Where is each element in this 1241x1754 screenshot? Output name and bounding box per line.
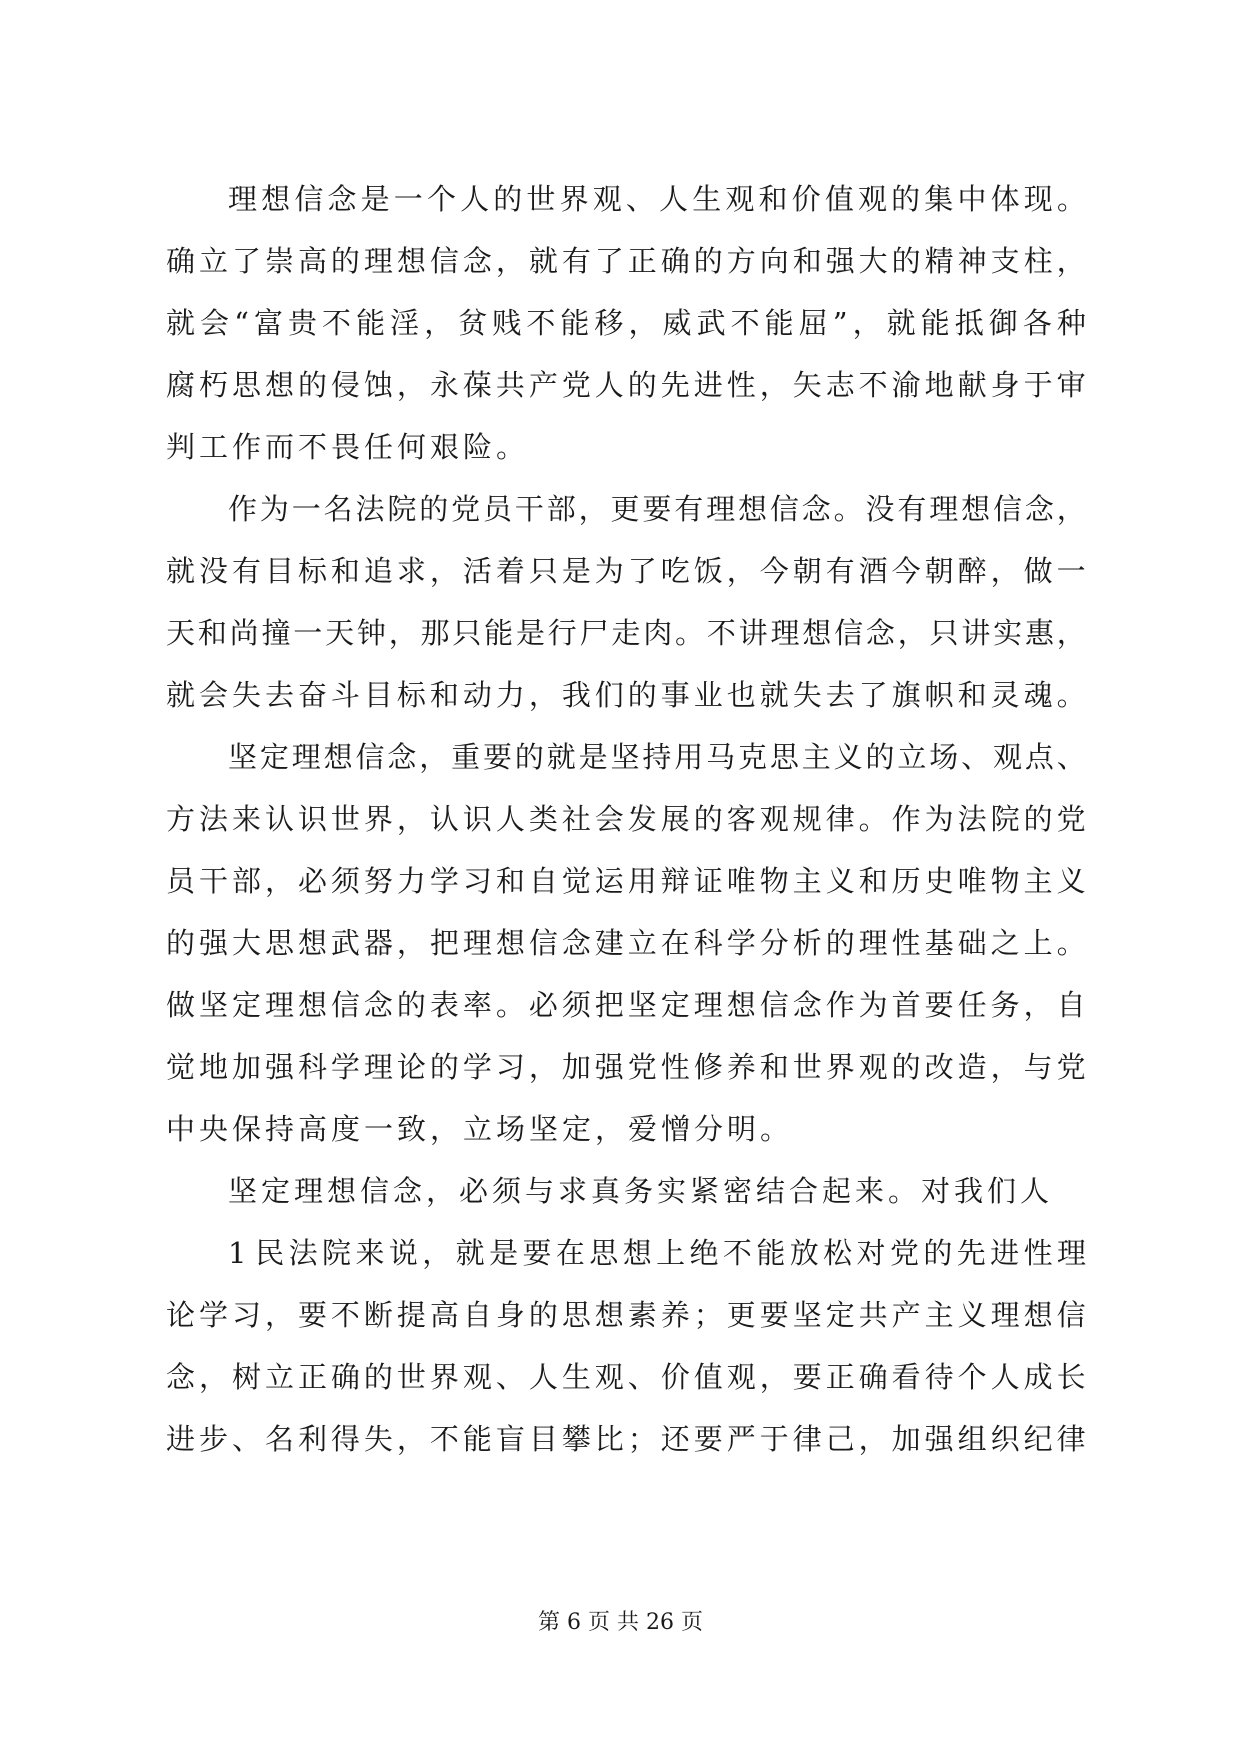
- text-line: 进 步 、 名 利 得 失 ， 不 能 盲 目 攀 比 ； 还 要 严 于 律 己 ， 加 强 组 织 纪 律: [166, 1422, 1086, 1456]
- text-line: 念 ， 树 立 正 确 的 世 界 观 、 人 生 观 、 价 值 观 ， 要 正 确 看 待 个 人 成 长: [166, 1360, 1086, 1394]
- text-line: 的 强 大 思 想 武 器 ， 把 理 想 信 念 建 立 在 科 学 分 析 的 理 性 基 础 之 上 。: [166, 926, 1086, 960]
- document-body: [166, 168, 1086, 1470]
- text-line: 腐 朽 思 想 的 侵 蚀 ， 永 葆 共 产 党 人 的 先 进 性 ， 矢 志 不 渝 地 献 身 于 审: [166, 368, 1086, 402]
- text-line: 理 想 信 念 是 一 个 人 的 世 界 观 、 人 生 观 和 价 值 观 的 集 中 体 现 。: [228, 182, 1086, 216]
- text-line: 天 和 尚 撞 一 天 钟 ， 那 只 能 是 行 尸 走 肉 。 不 讲 理 想 信 念 ， 只 讲 实 惠 ，: [166, 616, 1086, 650]
- text-line: 1 民 法 院 来 说 ， 就 是 要 在 思 想 上 绝 不 能 放 松 对 党 的 先 进 性 理: [228, 1236, 1086, 1270]
- text-line: 坚定理想信念，必须与求真务实紧密结合起来。对我们人: [228, 1174, 1054, 1208]
- text-line: 觉 地 加 强 科 学 理 论 的 学 习 ， 加 强 党 性 修 养 和 世 界 观 的 改 造 ， 与 党: [166, 1050, 1086, 1084]
- text-line: 就 没 有 目 标 和 追 求 ， 活 着 只 是 为 了 吃 饭 ， 今 朝 有 酒 今 朝 醉 ， 做 一: [166, 554, 1086, 588]
- text-line: 坚 定 理 想 信 念 ， 重 要 的 就 是 坚 持 用 马 克 思 主 义 的 立 场 、 观 点 、: [228, 740, 1086, 774]
- text-line: 做 坚 定 理 想 信 念 的 表 率 。 必 须 把 坚 定 理 想 信 念 作 为 首 要 任 务 ， 自: [166, 988, 1086, 1022]
- text-line: 确 立 了 崇 高 的 理 想 信 念 ， 就 有 了 正 确 的 方 向 和 强 大 的 精 神 支 柱 ，: [166, 244, 1086, 278]
- page-number-footer: 第 6 页 共 26 页: [538, 1610, 703, 1635]
- text-line: 中央保持高度一致，立场坚定，爱憎分明。: [166, 1112, 794, 1146]
- text-line: 员 干 部 ， 必 须 努 力 学 习 和 自 觉 运 用 辩 证 唯 物 主 义 和 历 史 唯 物 主 义: [166, 864, 1086, 898]
- text-line: 论 学 习 ， 要 不 断 提 高 自 身 的 思 想 素 养 ； 更 要 坚 定 共 产 主 义 理 想 信: [166, 1298, 1086, 1332]
- text-line: 就 会 失 去 奋 斗 目 标 和 动 力 ， 我 们 的 事 业 也 就 失 去 了 旗 帜 和 灵 魂 。: [166, 678, 1086, 712]
- text-line: 作 为 一 名 法 院 的 党 员 干 部 ， 更 要 有 理 想 信 念 。 没 有 理 想 信 念 ，: [228, 492, 1086, 526]
- text-line: 就 会 “ 富 贵 不 能 淫 ， 贫 贱 不 能 移 ， 威 武 不 能 屈 ” ， 就 能 抵 御 各 种: [166, 306, 1086, 340]
- text-line: 方 法 来 认 识 世 界 ， 认 识 人 类 社 会 发 展 的 客 观 规 律 。 作 为 法 院 的 党: [166, 802, 1086, 836]
- text-line: 判工作而不畏任何艰险。: [166, 430, 530, 464]
